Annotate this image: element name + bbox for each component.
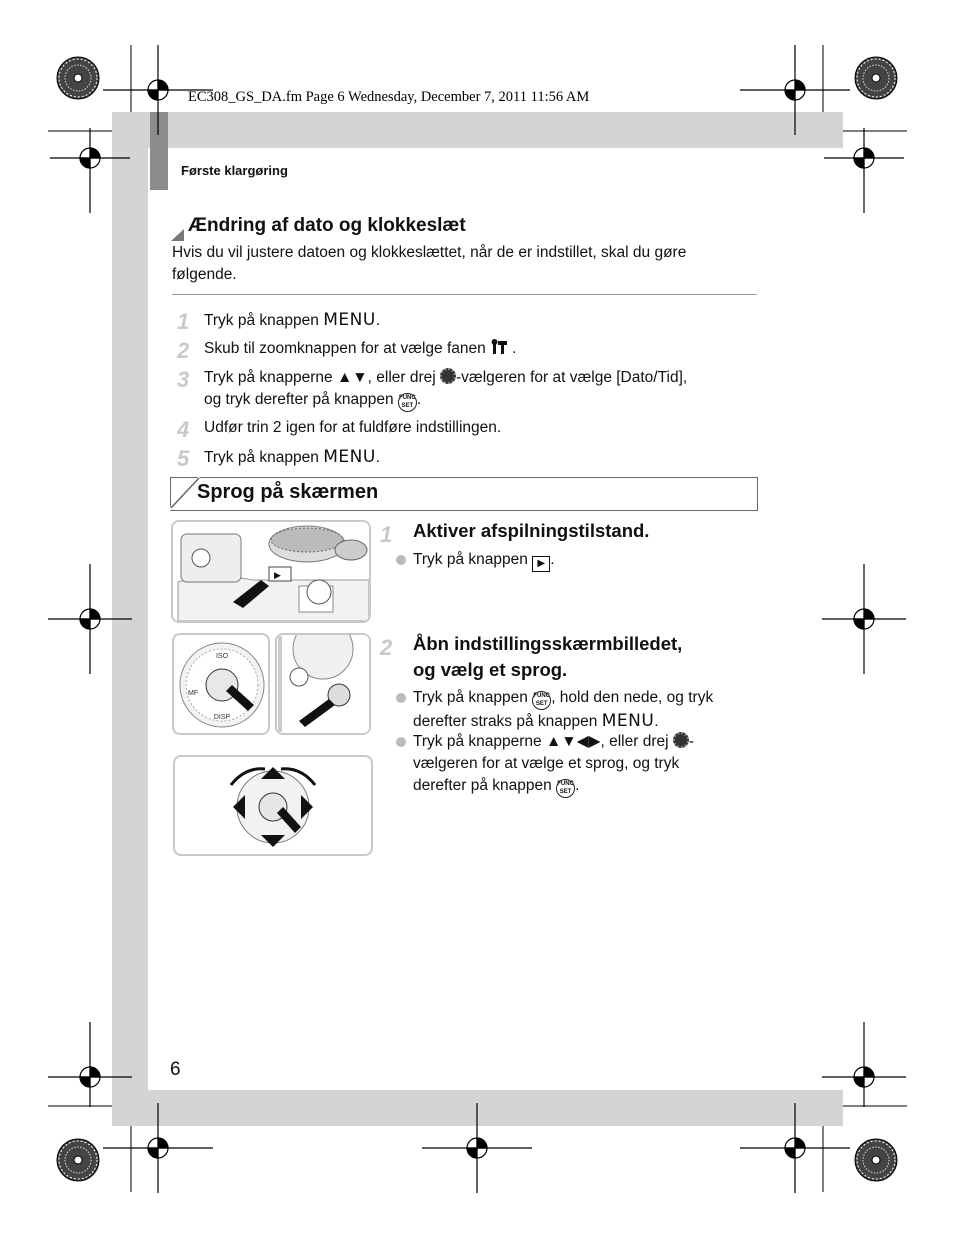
step-number: 5 [177,446,190,471]
mf-label: MF [188,690,199,697]
camera-playback-button-illustration [173,522,369,621]
bullet-text-part: derefter straks på knappen [413,713,602,730]
bullet-text-part: - [688,733,695,750]
bullet-text-part: . [654,713,659,730]
func-set-button-icon: FUNC SET [556,779,575,798]
header-corner-icon [170,477,200,511]
menu-press-illustration [277,635,369,733]
step-text: Udfør trin 2 igen for at fuldføre indstillingen. [204,419,502,436]
bullet-text-part: Tryk på knappen [413,551,533,568]
func-dial-illustration [172,633,270,735]
step2-bullet-2 [413,731,758,798]
heading-triangle-icon [171,229,184,241]
bullet-text-part: vælgeren for at vælge et sprog, og tryk [413,755,680,772]
func-set-button-icon: FUNC SET [398,393,417,412]
step-text-part: . [416,391,422,408]
step-text-part: . [512,340,517,357]
step-text [204,367,764,412]
svg-text:▶: ▶ [274,570,281,580]
step-text-part: Tryk på knappen [204,449,324,466]
menu-button-icon: MENU [323,447,376,467]
step-text-part: -vælgeren for at vælge [Dato/Tid], [456,369,688,386]
chapter-label: Første klargøring [181,163,288,178]
arrow-keys-illustration [175,757,371,854]
step2-heading-line: Åbn indstillingsskærmbilledet, [413,633,683,654]
step1-heading: Aktiver afspilningstilstand. [413,520,650,541]
date-section-intro: Hvis du vil justere datoen og klokkeslættet, når de er indstillet, skal du gøre følgende. [172,244,687,283]
func-set-press-illustration [174,635,268,733]
language-section-title: Sprog på skærmen [197,481,379,503]
step2-heading-line: og vælg et sprog. [413,659,568,680]
menu-button-illustration [275,633,371,735]
disp-label: DISP [213,714,231,721]
direction-pad-illustration [173,755,373,856]
step-text [204,446,380,469]
menu-button-icon: MENU [601,711,655,731]
control-dial-icon [673,732,689,748]
date-section-title: Ændring af dato og klokkeslæt [188,215,466,236]
page-number: 6 [170,1059,181,1080]
bullet-icon [396,555,406,565]
step-number: 2 [177,338,190,363]
step2-bullet-1 [413,687,758,733]
func-set-button-icon: FUNC SET [532,691,551,710]
bullet-icon [396,737,406,747]
step1-bullet [413,549,555,572]
bullet-text-part: . [575,777,580,794]
step-text-part: Skub til zoomknappen for at vælge fanen [204,340,491,357]
step-number: 2 [380,635,393,660]
bullet-text-part: , hold den nede, og tryk [551,689,714,706]
bullet-text-part: . [550,551,555,568]
control-dial-icon [440,368,456,384]
menu-button-icon: MENU [323,310,376,330]
iso-label: ISO [215,653,229,660]
step-number: 3 [177,367,190,392]
divider [172,294,757,295]
print-header-line: EC308_GS_DA.fm Page 6 Wednesday, December 7, 2011 11:56 AM [188,89,590,105]
playback-button-icon: ▶ [532,556,550,572]
step-text-part: Tryk på knapperne ▲▼, eller drej [204,369,441,386]
step-text [204,338,516,360]
tools-tab-icon [490,339,512,355]
bullet-text-part: Tryk på knappen [413,689,533,706]
bullet-icon [396,693,406,703]
step-text-part: . [375,312,381,329]
bullet-text-part: derefter på knappen [413,777,557,794]
step-number: 1 [177,309,190,334]
step-number: 4 [177,417,190,442]
step-text [204,309,380,332]
camera-top-illustration [171,520,371,623]
step-text-part: og tryk derefter på knappen [204,391,398,408]
step-number: 1 [380,522,393,547]
step-text-part: . [375,449,381,466]
step-text-part: Tryk på knappen [204,312,324,329]
bullet-text-part: Tryk på knapperne ▲▼◀▶, eller drej [413,733,673,750]
step2-heading [413,631,682,683]
